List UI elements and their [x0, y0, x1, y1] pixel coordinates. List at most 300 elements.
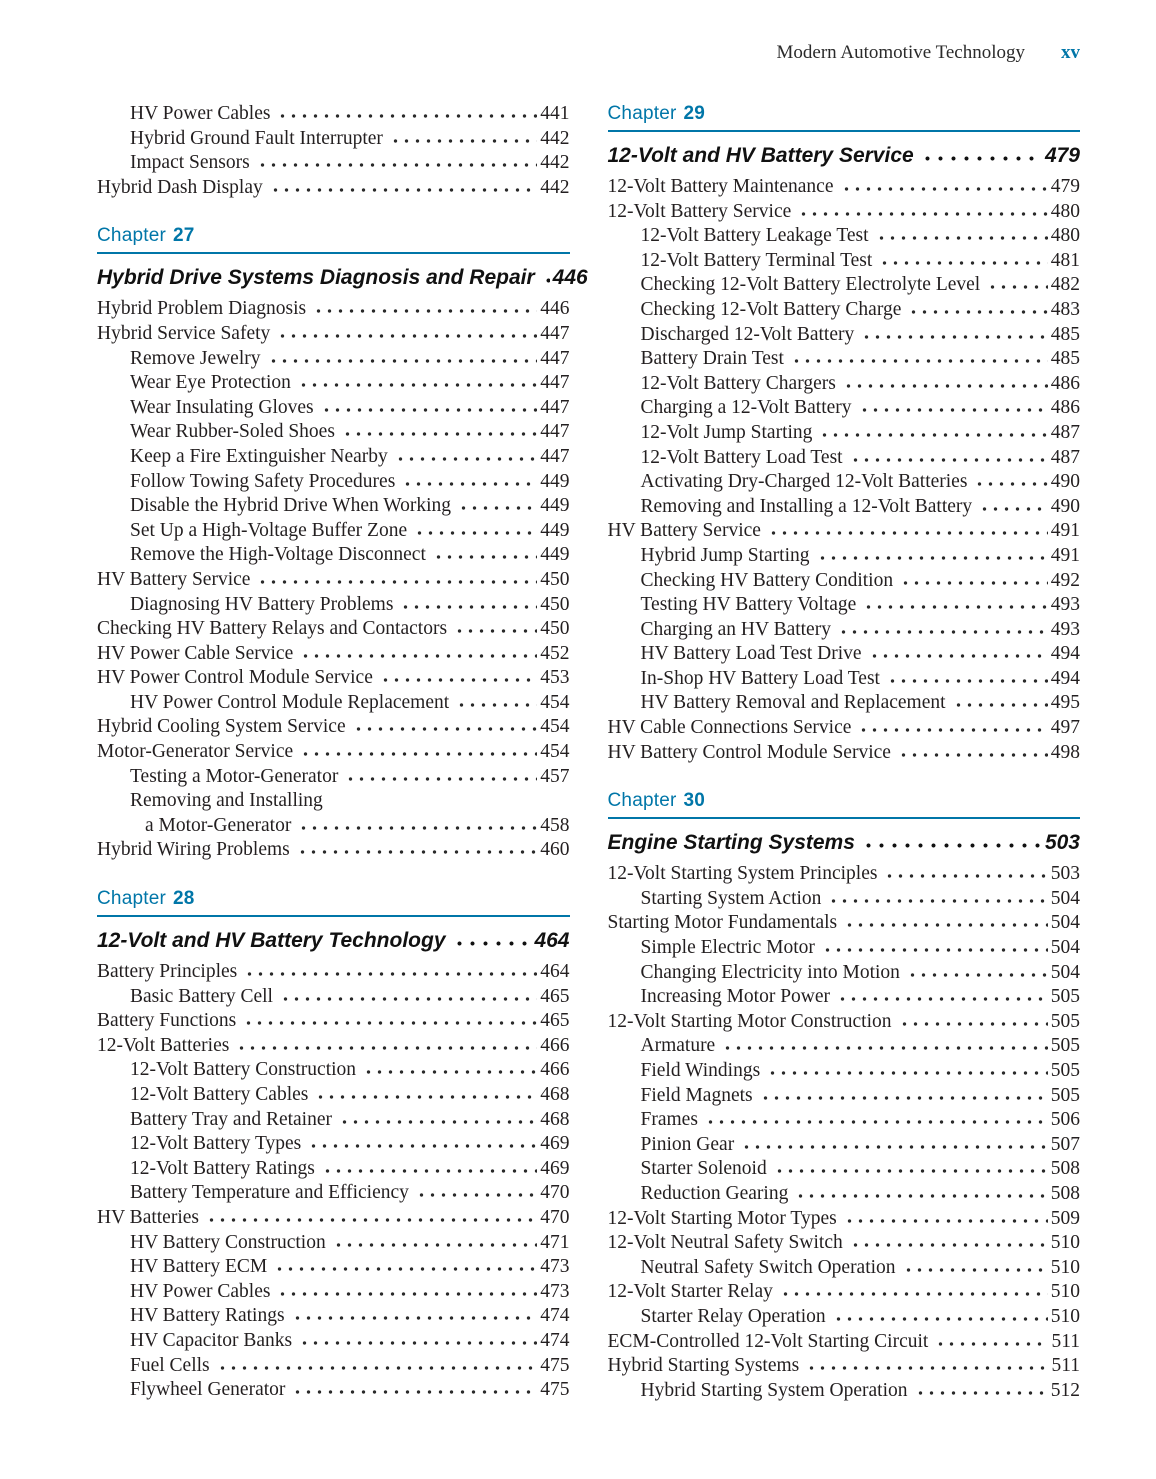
toc-entry-page: 510 — [1050, 1256, 1080, 1278]
leader-dots — [416, 1185, 537, 1198]
toc-entry — [97, 691, 570, 716]
toc-entry-label: Increasing Motor Power — [640, 986, 831, 1008]
toc-entry — [97, 666, 570, 691]
toc-entry-page: 494 — [1050, 667, 1080, 689]
toc-entry-page: 506 — [1050, 1109, 1080, 1131]
chapter-number: 28 — [173, 888, 195, 910]
chapter-label — [608, 789, 1081, 812]
toc-entry-label: 12-Volt Starting System Principles — [607, 863, 878, 885]
toc-entry — [97, 1108, 570, 1133]
toc-entry-label: 12-Volt Starting Motor Types — [607, 1207, 837, 1229]
toc-entry-label: Testing HV Battery Voltage — [640, 594, 857, 616]
toc-entry-label: HV Power Control Module Service — [97, 667, 373, 689]
toc-entry — [97, 740, 570, 765]
toc-entry-label: Charging a 12-Volt Battery — [640, 397, 852, 419]
folio-page-number: xv — [1061, 42, 1080, 63]
toc-entry-label: Fuel Cells — [130, 1354, 210, 1376]
chapter-label-text: Chapter — [607, 790, 677, 812]
leader-dots — [380, 670, 537, 683]
toc-entry-page: 460 — [540, 839, 570, 861]
leader-dots — [353, 719, 538, 732]
leader-dots — [915, 1382, 1048, 1395]
toc-entry-label: HV Battery Load Test Drive — [640, 643, 862, 665]
toc-entry-page: 505 — [1050, 1060, 1080, 1081]
chapter-title: Hybrid Drive Systems Diagnosis and Repair — [97, 266, 535, 290]
toc-entry — [97, 1181, 570, 1206]
toc-entry-page: 510 — [1050, 1305, 1080, 1327]
chapter-title: Engine Starting Systems — [607, 831, 855, 855]
toc-entry — [97, 715, 570, 740]
leader-dots — [433, 547, 537, 560]
toc-entry-label: Field Magnets — [640, 1084, 753, 1106]
toc-entry-page: 491 — [1050, 544, 1080, 566]
toc-entry — [608, 1330, 1081, 1355]
toc-entry-label: 12-Volt Battery Types — [130, 1133, 302, 1155]
toc-entry-page: 495 — [1050, 692, 1080, 714]
toc-entry-label: HV Battery Control Module Service — [607, 741, 891, 763]
leader-dots — [850, 1235, 1048, 1248]
toc-entry-label: Neutral Safety Switch Operation — [640, 1256, 896, 1278]
toc-entry — [97, 1255, 570, 1280]
chapter-number: 27 — [173, 225, 195, 247]
toc-entry — [97, 789, 570, 814]
toc-entry-label: HV Power Control Module Replacement — [130, 691, 450, 713]
toc-entry-page: 466 — [540, 1034, 570, 1056]
toc-entry-page: 449 — [540, 544, 570, 566]
toc-entry-page: 447 — [540, 396, 570, 418]
leader-dots — [822, 940, 1048, 953]
toc-entry-page: 505 — [1050, 1035, 1080, 1057]
toc-entry-page: 466 — [540, 1059, 570, 1081]
toc-entry-label: Flywheel Generator — [130, 1379, 286, 1401]
chapter-rule — [608, 130, 1081, 132]
toc-entry — [97, 347, 570, 372]
toc-entry-label: 12-Volt Battery Ratings — [130, 1157, 315, 1179]
toc-entry-page: 474 — [540, 1329, 570, 1351]
leader-dots — [863, 597, 1047, 610]
leader-dots — [321, 400, 538, 413]
leader-dots — [767, 1063, 1048, 1076]
chapter-label — [97, 224, 570, 247]
toc-entry-label: HV Power Cable Service — [97, 642, 294, 664]
toc-entry — [97, 420, 570, 445]
toc-column-left — [97, 102, 588, 1403]
leader-dots — [244, 964, 537, 977]
toc-entry-label: Hybrid Cooling System Service — [97, 716, 346, 738]
toc-entry-label: Discharged 12-Volt Battery — [640, 323, 855, 345]
leader-dots — [453, 934, 532, 947]
chapter-rule — [608, 817, 1081, 819]
toc-entry — [608, 298, 1081, 323]
leader-dots — [217, 1357, 538, 1370]
leader-dots — [974, 474, 1047, 487]
toc-entry — [97, 1009, 570, 1034]
toc-entry-page: 465 — [540, 985, 570, 1007]
toc-entry — [97, 960, 570, 985]
toc-entry — [97, 1083, 570, 1108]
toc-entry-page: 447 — [540, 421, 570, 443]
leader-dots — [300, 645, 537, 658]
toc-entry-page: 468 — [540, 1108, 570, 1130]
chapter-block — [608, 102, 1081, 765]
toc-entry-page: 449 — [540, 519, 570, 541]
leader-dots — [342, 424, 537, 437]
toc-entry-page: 504 — [1050, 961, 1080, 983]
toc-entry-label: Starter Solenoid — [640, 1158, 767, 1180]
toc-entry-page: 475 — [540, 1379, 570, 1401]
toc-entry — [608, 519, 1081, 544]
chapter-label-text: Chapter — [607, 103, 677, 124]
toc-entry-label: Wear Insulating Gloves — [130, 396, 314, 418]
chapter-heading — [608, 789, 1081, 819]
toc-entry-page: 483 — [1050, 298, 1080, 320]
toc-entry-label: Hybrid Jump Starting — [640, 544, 810, 566]
leader-dots — [987, 277, 1048, 290]
leader-dots — [774, 1161, 1048, 1174]
toc-entry — [608, 347, 1081, 372]
toc-entry-label: Removing and Installing — [130, 790, 323, 812]
chapter-title-row — [608, 142, 1081, 170]
toc-entry-page: 487 — [1050, 421, 1080, 443]
leader-dots — [402, 473, 537, 486]
chapter-label — [608, 102, 1081, 125]
leader-dots — [844, 915, 1048, 928]
leader-dots — [298, 375, 537, 388]
toc-entry-page: 485 — [1050, 348, 1080, 370]
leader-dots — [828, 891, 1047, 904]
toc-entry-page: 454 — [540, 716, 570, 738]
toc-entry — [608, 273, 1081, 298]
toc-entry-label: Battery Functions — [97, 1010, 237, 1032]
toc-entry — [608, 249, 1081, 274]
chapter-rule — [97, 252, 570, 254]
leader-dots — [299, 1333, 537, 1346]
toc-entry-label: Hybrid Starting System Operation — [640, 1379, 908, 1401]
toc-entry — [97, 617, 570, 642]
toc-entry-label: HV Battery ECM — [130, 1256, 268, 1278]
leader-dots — [898, 744, 1048, 757]
toc-entry-page: 504 — [1050, 937, 1080, 959]
toc-entry — [97, 297, 570, 322]
toc-entry-label: HV Power Cables — [130, 1280, 271, 1302]
toc-entry-label: HV Battery Service — [97, 568, 251, 590]
toc-entry-page: 512 — [1050, 1379, 1080, 1401]
toc-entry-page: 475 — [540, 1354, 570, 1376]
leader-dots — [869, 646, 1048, 659]
toc-entry-label: Hybrid Dash Display — [97, 176, 263, 198]
leader-dots — [741, 1137, 1048, 1150]
toc-entry-page: 487 — [1050, 446, 1080, 468]
toc-entry — [608, 323, 1081, 348]
toc-entry-label: Remove the High-Voltage Disconnect — [130, 544, 426, 566]
toc-entry-page: 486 — [1050, 397, 1080, 419]
leader-dots — [292, 1308, 538, 1321]
toc-entry-label: 12-Volt Battery Leakage Test — [640, 225, 869, 247]
toc-entry-label: Battery Drain Test — [640, 348, 784, 370]
toc-entry-page: 447 — [540, 322, 570, 344]
leader-dots — [270, 180, 538, 193]
toc-entry — [97, 1354, 570, 1379]
toc-columns — [97, 102, 1080, 1403]
toc-entry-page: 485 — [1050, 323, 1080, 345]
toc-entry-label: Checking HV Battery Relays and Contactors — [97, 618, 448, 640]
toc-entry-page: 493 — [1050, 618, 1080, 640]
toc-entry-page: 474 — [540, 1305, 570, 1327]
toc-entry-label: Diagnosing HV Battery Problems — [130, 593, 394, 615]
leader-dots — [858, 720, 1047, 733]
toc-entry-page: 480 — [1050, 225, 1080, 247]
toc-entry-page: 442 — [540, 176, 570, 198]
toc-entry-label: Remove Jewelry — [130, 347, 261, 369]
toc-entry — [608, 175, 1081, 200]
leader-dots — [819, 425, 1047, 438]
leader-dots — [798, 203, 1047, 216]
toc-entry — [97, 1378, 570, 1403]
toc-entry-page: 458 — [540, 814, 570, 836]
leader-dots — [833, 1309, 1048, 1322]
toc-entry-page: 505 — [1050, 1084, 1080, 1106]
toc-entry — [97, 1304, 570, 1329]
leader-dots — [456, 695, 537, 708]
toc-entry-label: 12-Volt Battery Chargers — [640, 372, 836, 394]
toc-entry-page: 442 — [540, 127, 570, 149]
toc-entry-page: 447 — [540, 445, 570, 467]
chapter-title: 12-Volt and HV Battery Technology — [97, 929, 446, 953]
toc-entry-label: Impact Sensors — [130, 152, 250, 174]
chapter-rule — [97, 915, 570, 917]
leader-dots — [268, 350, 538, 363]
toc-entry — [608, 911, 1081, 936]
leader-dots — [760, 1087, 1048, 1100]
toc-entry-page: 469 — [540, 1133, 570, 1155]
toc-entry-page: 450 — [540, 593, 570, 615]
chapter-title-row — [608, 829, 1081, 857]
leader-dots — [243, 1013, 537, 1026]
toc-entry-label: 12-Volt Starter Relay — [607, 1281, 773, 1303]
toc-entry — [608, 985, 1081, 1010]
toc-entry-label: Starter Relay Operation — [640, 1305, 826, 1327]
toc-entry-label: Hybrid Wiring Problems — [97, 839, 290, 861]
toc-entry-page: 490 — [1050, 495, 1080, 517]
toc-entry-label: Set Up a High-Voltage Buffer Zone — [130, 519, 408, 541]
toc-entry-label: Checking 12-Volt Battery Electrolyte Level — [640, 274, 981, 296]
toc-entry-label: HV Cable Connections Service — [607, 717, 852, 739]
toc-entry-page: 449 — [540, 470, 570, 492]
toc-entry — [608, 446, 1081, 471]
chapter-heading — [97, 887, 570, 917]
toc-entry — [608, 1379, 1081, 1404]
toc-entry — [97, 151, 570, 176]
leader-dots — [206, 1210, 537, 1223]
toc-entry-page: 482 — [1050, 274, 1080, 296]
toc-entry-label: Checking HV Battery Condition — [640, 569, 894, 591]
leader-dots — [322, 1161, 537, 1174]
leader-dots — [395, 449, 538, 462]
toc-entry — [97, 322, 570, 347]
toc-entry-page: 447 — [540, 372, 570, 394]
leader-dots — [780, 1284, 1048, 1297]
leader-dots — [935, 1333, 1048, 1346]
leader-dots — [297, 842, 537, 855]
toc-entry-label: Wear Rubber-Soled Shoes — [130, 421, 335, 443]
chapter-page-number: 503 — [1044, 831, 1080, 855]
toc-entry-label: Starting System Action — [640, 887, 822, 909]
leader-dots — [844, 1210, 1048, 1223]
toc-entry-page: 471 — [540, 1231, 570, 1253]
toc-entry-page: 508 — [1050, 1182, 1080, 1204]
leader-dots — [333, 1234, 538, 1247]
toc-entry-page: 507 — [1050, 1133, 1080, 1155]
leader-dots — [859, 400, 1048, 413]
toc-entry — [608, 1231, 1081, 1256]
toc-entry — [97, 470, 570, 495]
leader-dots — [458, 498, 537, 511]
leader-dots — [363, 1062, 537, 1075]
toc-entry-label: HV Battery Service — [607, 520, 761, 542]
leader-dots — [887, 671, 1048, 684]
leader-dots — [843, 376, 1048, 389]
toc-entry — [97, 494, 570, 519]
toc-entry-label: Follow Towing Safety Procedures — [130, 470, 396, 492]
toc-entry-label: a Motor-Generator — [145, 814, 292, 836]
chapter-label-text: Chapter — [97, 888, 166, 910]
toc-entry — [608, 691, 1081, 716]
toc-entry — [97, 1034, 570, 1059]
toc-entry-label: Hybrid Starting Systems — [607, 1355, 800, 1377]
leader-dots — [257, 572, 537, 585]
leader-dots — [277, 106, 537, 119]
leader-dots — [862, 837, 1042, 850]
toc-entry-label: Starting Motor Fundamentals — [607, 912, 838, 934]
leader-dots — [817, 548, 1048, 561]
leader-dots — [979, 498, 1048, 511]
toc-entry-page: 442 — [540, 152, 570, 174]
toc-entry-label: Hybrid Ground Fault Interrupter — [130, 127, 383, 149]
toc-entry-label: HV Battery Ratings — [130, 1305, 285, 1327]
toc-entry-page: 492 — [1050, 569, 1080, 591]
toc-entry-page: 447 — [540, 347, 570, 369]
leader-dots — [791, 351, 1048, 364]
toc-entry-page: 510 — [1050, 1281, 1080, 1303]
toc-entry-label: HV Battery Removal and Replacement — [640, 692, 946, 714]
toc-entry-label: ECM-Controlled 12-Volt Starting Circuit — [607, 1330, 929, 1352]
toc-entry-label: Frames — [640, 1109, 698, 1131]
toc-entry-page: 453 — [540, 667, 570, 689]
toc-entry-label: Wear Eye Protection — [130, 372, 291, 394]
leader-dots — [806, 1358, 1048, 1371]
toc-entry-page: 497 — [1050, 717, 1080, 739]
toc-entry — [97, 445, 570, 470]
toc-entry — [608, 1010, 1081, 1035]
toc-entry-label: Battery Principles — [97, 961, 238, 983]
toc-entry — [608, 470, 1081, 495]
chapter-page-number: 464 — [534, 929, 570, 953]
toc-entry — [608, 1256, 1081, 1281]
leader-dots — [841, 179, 1048, 192]
toc-entry — [608, 1059, 1081, 1084]
toc-entry-page: 473 — [540, 1280, 570, 1302]
leader-dots — [400, 596, 537, 609]
toc-entry-page: 470 — [540, 1206, 570, 1228]
toc-entry — [608, 887, 1081, 912]
toc-entry-label: 12-Volt Batteries — [97, 1034, 230, 1056]
toc-entry — [608, 936, 1081, 961]
toc-entry-label: Basic Battery Cell — [130, 985, 273, 1007]
toc-entry-label: 12-Volt Battery Maintenance — [607, 176, 834, 197]
chapter-number: 30 — [683, 790, 706, 812]
leader-dots — [908, 302, 1047, 315]
leader-dots — [953, 695, 1048, 708]
toc-entry — [97, 102, 570, 127]
toc-entry-page: 450 — [540, 618, 570, 640]
leader-dots — [339, 1111, 537, 1124]
toc-entry — [608, 1108, 1081, 1133]
chapter-label — [97, 887, 570, 910]
toc-entry — [608, 421, 1081, 446]
page-header — [97, 42, 1080, 64]
toc-entry-label: Field Windings — [640, 1060, 761, 1081]
toc-entry — [608, 1034, 1081, 1059]
toc-entry — [97, 127, 570, 152]
toc-entry-page: 504 — [1050, 887, 1080, 909]
toc-entry-page: 505 — [1050, 986, 1080, 1008]
toc-entry-page: 491 — [1050, 520, 1080, 542]
toc-entry-label: Testing a Motor-Generator — [130, 765, 339, 787]
leader-dots — [705, 1112, 1048, 1125]
toc-entry — [97, 1280, 570, 1305]
chapter-page-number: 446 — [552, 266, 588, 290]
toc-entry — [608, 1084, 1081, 1109]
toc-entry-label: Pinion Gear — [640, 1133, 735, 1155]
toc-entry-label: 12-Volt Battery Cables — [130, 1084, 309, 1105]
toc-entry-label: Keep a Fire Extinguisher Nearby — [130, 445, 388, 467]
toc-entry-label: 12-Volt Battery Terminal Test — [640, 249, 873, 271]
leader-dots — [298, 818, 537, 831]
toc-entry-label: 12-Volt Battery Construction — [130, 1059, 357, 1081]
leader-dots — [300, 744, 537, 757]
toc-entry — [97, 1058, 570, 1083]
toc-entry — [608, 372, 1081, 397]
leader-dots — [292, 1382, 537, 1395]
toc-entry — [608, 642, 1081, 667]
toc-entry-page: 493 — [1050, 594, 1080, 616]
toc-entry — [97, 1132, 570, 1157]
toc-entry — [97, 371, 570, 396]
toc-entry-label: 12-Volt Battery Load Test — [640, 446, 843, 468]
leader-dots — [876, 228, 1048, 241]
leader-dots — [277, 326, 537, 339]
toc-entry-label: Hybrid Service Safety — [97, 322, 271, 344]
toc-entry-page: 510 — [1050, 1232, 1080, 1254]
toc-entry-label: HV Battery Construction — [130, 1231, 326, 1253]
toc-continuation-block — [97, 102, 570, 200]
leader-dots — [236, 1038, 537, 1051]
toc-entry-label: 12-Volt Neutral Safety Switch — [607, 1232, 843, 1254]
leader-dots — [315, 1087, 537, 1100]
toc-entry-page: 464 — [540, 961, 570, 983]
toc-entry-page: 446 — [540, 298, 570, 320]
leader-dots — [900, 572, 1048, 585]
toc-entry — [97, 838, 570, 863]
leader-dots — [274, 1259, 537, 1272]
toc-entry-page: 511 — [1051, 1355, 1080, 1377]
chapter-block — [97, 224, 588, 863]
toc-entry — [608, 200, 1081, 225]
toc-entry — [97, 1157, 570, 1182]
toc-entry — [97, 1231, 570, 1256]
toc-entry — [97, 593, 570, 618]
toc-entry — [608, 667, 1081, 692]
